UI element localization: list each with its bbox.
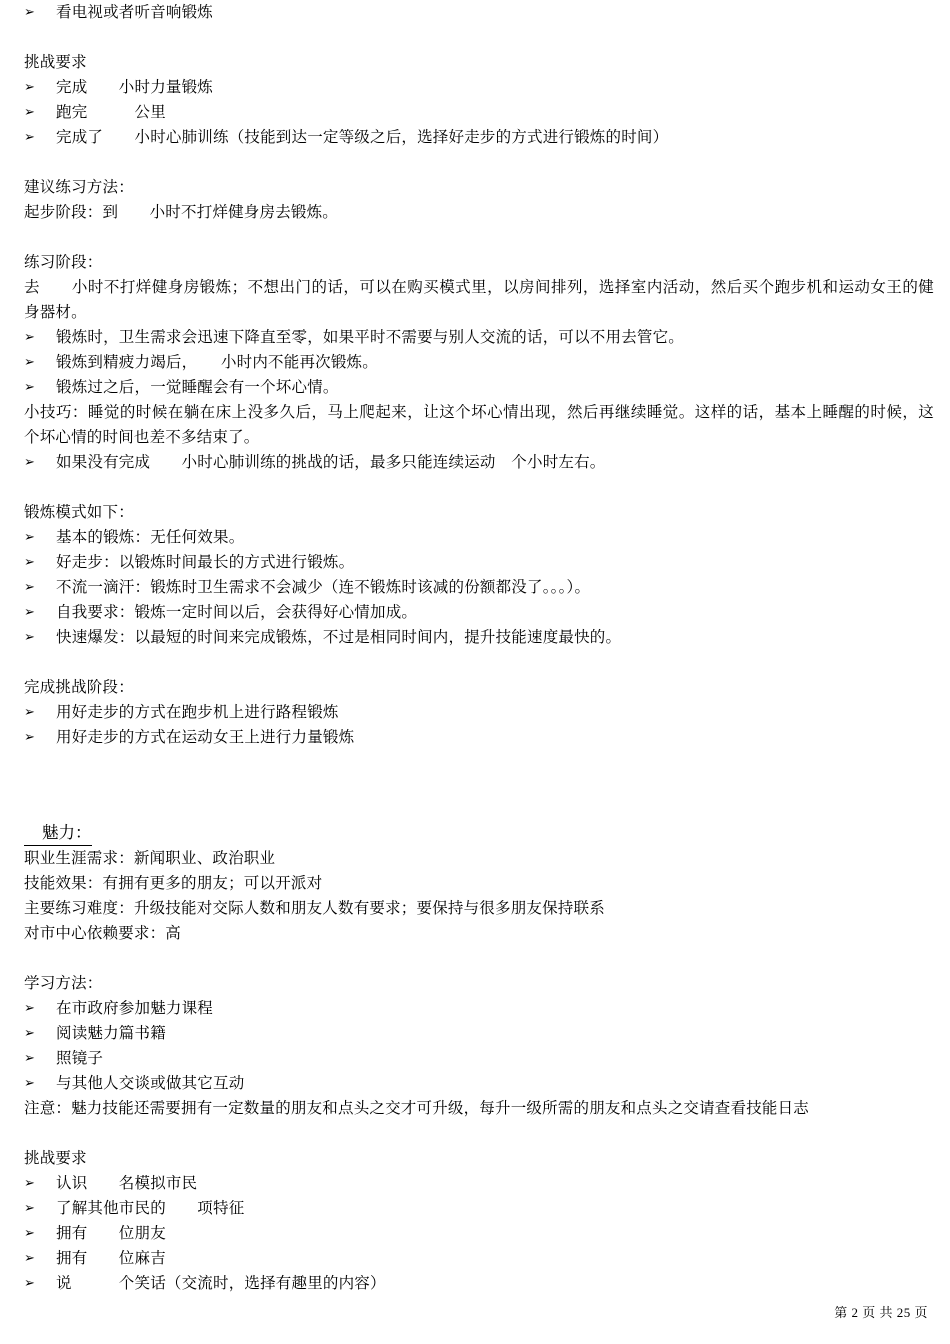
arrow-bullet-icon: ➢ (24, 5, 36, 20)
list-item: ➢ 快速爆发：以最短的时间来完成锻炼，不过是相同时间内，提升技能速度最快的。 (24, 625, 934, 650)
list-item: ➢ 完成 小时力量锻炼 (24, 75, 934, 100)
arrow-bullet-icon: ➢ (24, 630, 36, 645)
list-item: ➢ 阅读魅力篇书籍 (24, 1021, 934, 1046)
arrow-bullet-icon: ➢ (24, 1251, 36, 1266)
practice-paragraph: 去 小时不打烊健身房锻炼；不想出门的话，可以在购买模式里，以房间排列，选择室内活动，然后买个跑步机和运动女王的健身器材。 (24, 278, 934, 321)
list-item: ➢ 与其他人交谈或做其它互动 (24, 1071, 934, 1096)
modes-heading: 锻炼模式如下： (24, 503, 134, 521)
arrow-bullet-icon: ➢ (24, 605, 36, 620)
arrow-bullet-icon: ➢ (24, 455, 36, 470)
list-item: ➢ 用好走步的方式在运动女王上进行力量锻炼 (24, 725, 934, 750)
list-item: ➢ 看电视或者听音响锻炼 (24, 0, 934, 25)
arrow-bullet-icon: ➢ (24, 1051, 36, 1066)
list-item: ➢ 基本的锻炼：无任何效果。 (24, 525, 934, 550)
list-item: ➢ 用好走步的方式在跑步机上进行路程锻炼 (24, 700, 934, 725)
charm-career: 职业生涯需求：新闻职业、政治职业 (24, 849, 276, 867)
list-item: ➢ 跑完 公里 (24, 100, 934, 125)
list-item: ➢ 锻炼时，卫生需求会迅速下降直至零，如果平时不需要与别人交流的话，可以不用去管它。 (24, 325, 934, 350)
charm-note: 注意：魅力技能还需要拥有一定数量的朋友和点头之交才可升级，每升一级所需的朋友和点头之交请查看技能日志 (24, 1099, 810, 1117)
arrow-bullet-icon: ➢ (24, 130, 36, 145)
arrow-bullet-icon: ➢ (24, 105, 36, 120)
tip-paragraph: 小技巧：睡觉的时候在躺在床上没多久后，马上爬起来，让这个坏心情出现，然后再继续睡觉。这样的话，基本上睡醒的时候，这个坏心情的时间也差不多结束了。 (24, 403, 934, 446)
arrow-bullet-icon: ➢ (24, 1226, 36, 1241)
arrow-bullet-icon: ➢ (24, 1176, 36, 1191)
list-item: ➢ 锻炼到精疲力竭后， 小时内不能再次锻炼。 (24, 350, 934, 375)
arrow-bullet-icon: ➢ (24, 555, 36, 570)
arrow-bullet-icon: ➢ (24, 330, 36, 345)
document-page (24, 0, 934, 1296)
challenge-heading: 挑战要求 (24, 53, 87, 71)
page-footer: 第 2 页 共 25 页 (834, 1305, 928, 1320)
arrow-bullet-icon: ➢ (24, 80, 36, 95)
start-stage: 起步阶段：到 小时不打烊健身房去锻炼。 (24, 203, 339, 221)
arrow-bullet-icon: ➢ (24, 1276, 36, 1291)
list-item: ➢ 在市政府参加魅力课程 (24, 996, 934, 1021)
list-item: ➢ 完成了 小时心肺训练（技能到达一定等级之后，选择好走步的方式进行锻炼的时间） (24, 125, 934, 150)
list-item: ➢ 了解其他市民的 项特征 (24, 1196, 934, 1221)
list-item: ➢ 拥有 位朋友 (24, 1221, 934, 1246)
charm-dependency: 对市中心依赖要求：高 (24, 924, 182, 942)
list-item: ➢ 认识 名模拟市民 (24, 1171, 934, 1196)
list-item: ➢ 如果没有完成 小时心肺训练的挑战的话，最多只能连续运动 个小时左右。 (24, 450, 934, 475)
complete-heading: 完成挑战阶段： (24, 678, 134, 696)
arrow-bullet-icon: ➢ (24, 355, 36, 370)
list-item: ➢ 不流一滴汗：锻炼时卫生需求不会减少（连不锻炼时该减的份额都没了。。。）。 (24, 575, 934, 600)
practice-heading: 练习阶段： (24, 253, 103, 271)
arrow-bullet-icon: ➢ (24, 1076, 36, 1091)
list-item: ➢ 好走步：以锻炼时间最长的方式进行锻炼。 (24, 550, 934, 575)
arrow-bullet-icon: ➢ (24, 580, 36, 595)
arrow-bullet-icon: ➢ (24, 530, 36, 545)
method-heading: 建议练习方法： (24, 178, 134, 196)
arrow-bullet-icon: ➢ (24, 380, 36, 395)
list-item: ➢ 说 个笑话（交流时，选择有趣里的内容） (24, 1271, 934, 1296)
arrow-bullet-icon: ➢ (24, 1201, 36, 1216)
list-item: ➢ 自我要求：锻炼一定时间以后，会获得好心情加成。 (24, 600, 934, 625)
list-item: ➢ 拥有 位麻吉 (24, 1246, 934, 1271)
list-item: ➢ 照镜子 (24, 1046, 934, 1071)
arrow-bullet-icon: ➢ (24, 730, 36, 745)
list-item: ➢ 锻炼过之后，一觉睡醒会有一个坏心情。 (24, 375, 934, 400)
learn-heading: 学习方法： (24, 974, 103, 992)
charm-difficulty: 主要练习难度：升级技能对交际人数和朋友人数有要求；要保持与很多朋友保持联系 (24, 899, 605, 917)
charm-effect: 技能效果：有拥有更多的朋友；可以开派对 (24, 874, 323, 892)
arrow-bullet-icon: ➢ (24, 705, 36, 720)
arrow-bullet-icon: ➢ (24, 1026, 36, 1041)
arrow-bullet-icon: ➢ (24, 1001, 36, 1016)
section-title-charm: 魅力： (24, 820, 92, 846)
charm-challenge-heading: 挑战要求 (24, 1149, 87, 1167)
